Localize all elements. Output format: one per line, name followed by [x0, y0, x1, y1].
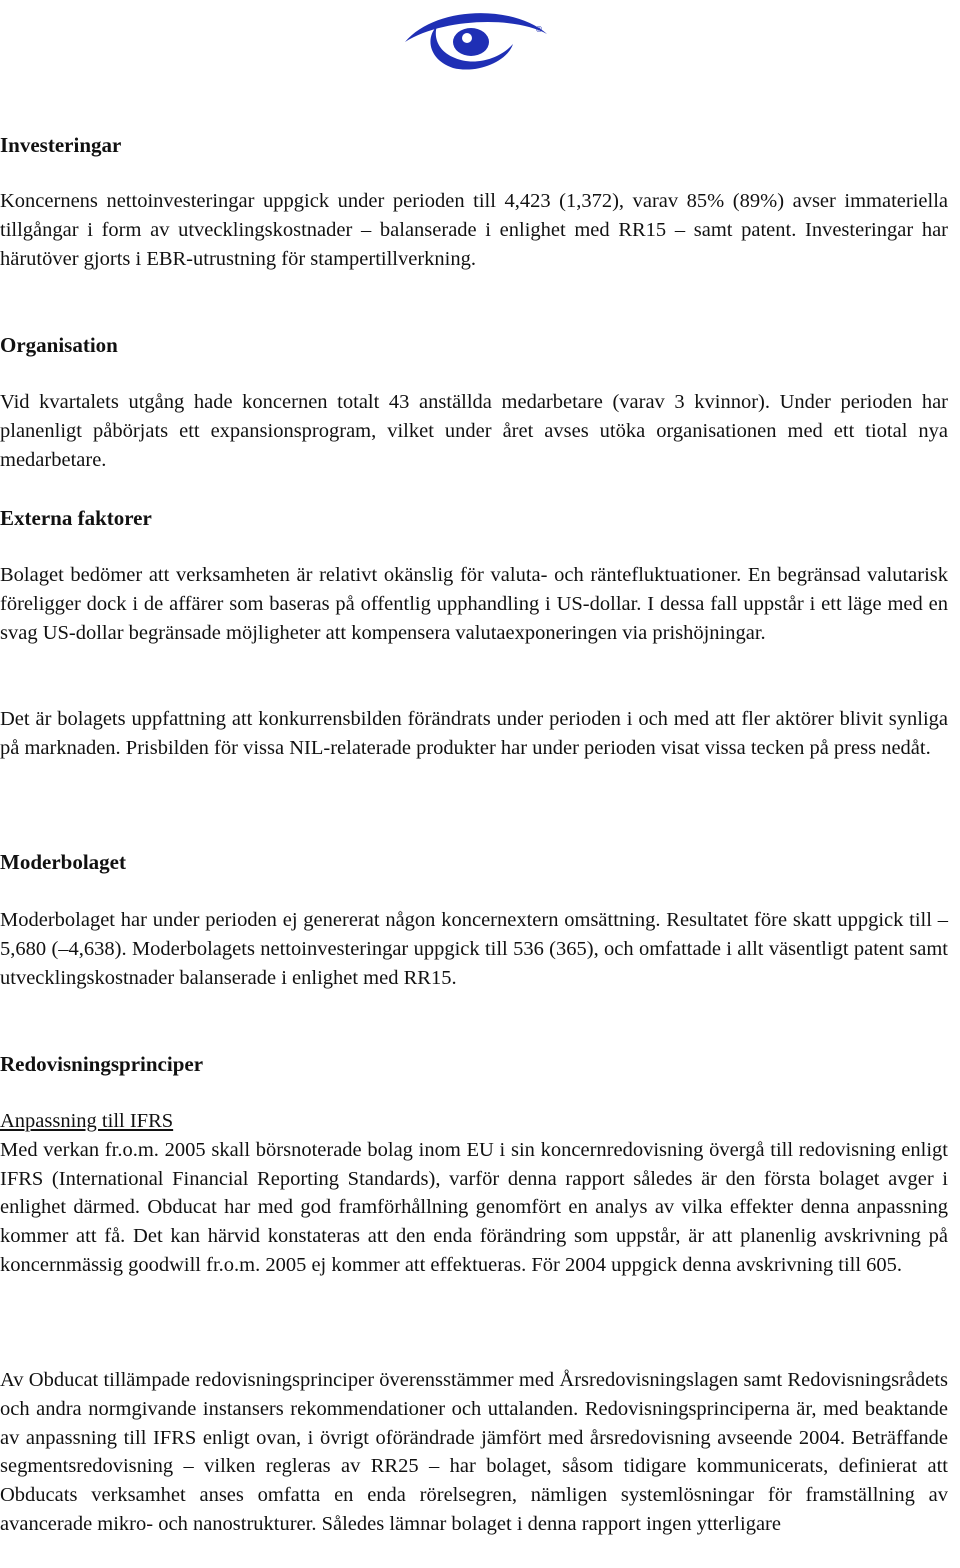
subheading-ifrs: Anpassning till IFRS — [0, 1110, 174, 1132]
section-moderbolaget — [0, 848, 948, 876]
section-externa — [0, 504, 948, 532]
paragraph-redovisning-2-block — [0, 1366, 948, 1539]
paragraph-redovisning-2: Av Obducat tillämpade redovisningsprinciper överensstämmer med Årsredovisningslagen samt Redovisningsrådets och andra normgivande instansers rekommendationer och uttalanden. Redovisningsprinciperna är, med beaktande av anpassning till IFRS enligt ovan, i övrigt oförändrade jämfört med årsredovisning avseende 2004. Beträffande segmentsredovisning – vilken regleras av RR25 – har bolaget, såsom tidigare kommunicerats, definierat att Obducats verksamhet anses omfatta en enda rörelsegren, nämligen systemlösningar för framställning av avancerade mikro- och nanostrukturer. Således lämnar bolaget i denna rapport ingen ytterligare — [0, 1369, 948, 1535]
paragraph-moderbolaget-block — [0, 906, 948, 992]
paragraph-externa-2: Det är bolagets uppfattning att konkurrensbilden förändrats under perioden i och med att fler aktörer blivit synliga på marknaden. Prisbilden för vissa NIL-relaterade produkter har under perioden visat vissa tecken på press nedåt. — [0, 708, 948, 759]
eye-logo — [395, 4, 555, 74]
heading-investeringar: Investeringar — [0, 133, 122, 157]
heading-redovisning: Redovisningsprinciper — [0, 1052, 204, 1076]
svg-text:®: ® — [535, 25, 543, 34]
section-redovisning — [0, 1050, 948, 1078]
paragraph-organisation-block — [0, 388, 948, 474]
paragraph-externa-1: Bolaget bedömer att verksamheten är relativt okänslig för valuta- och räntefluktuationer. En begränsad valutarisk föreligger dock i de affärer som baseras på offentlig upphandling i US-dollar. I dessa fall uppstår i ett läge med en svag US-dollar begränsade möjligheter att kompensera valutaexponeringen via prishöjningar. — [0, 564, 948, 644]
section-investeringar — [0, 131, 948, 159]
paragraph-investeringar: Koncernens nettoinvesteringar uppgick under perioden till 4,423 (1,372), varav 85% (89%) avser immateriella tillgångar i form av utvecklingskostnader – balanserade i enlighet med RR15 – samt patent. Investeringar har härutöver gjorts i EBR-utrustning för stampertillverkning. — [0, 190, 948, 270]
paragraph-redovisning-1: Med verkan fr.o.m. 2005 skall börsnoterade bolag inom EU i sin koncernredovisning övergå till redovisning enligt IFRS (International Financial Reporting Standards), varför denna rapport således är den första bolaget avger i enlighet därmed. Obducat har med god framförhållning genomfört en analys av vilka effekter denna anpassning kommer att få. Det kan härvid konstateras att den enda förändring som uppstår, är att planenlig avskrivning på koncernmässig goodwill fr.o.m. 2005 ej kommer att effektueras. För 2004 uppgick denna avskrivning till 605. — [0, 1138, 948, 1276]
section-organisation — [0, 331, 948, 359]
heading-moderbolaget: Moderbolaget — [0, 850, 126, 874]
paragraph-externa-2-block — [0, 705, 948, 763]
heading-externa: Externa faktorer — [0, 506, 152, 530]
paragraph-organisation: Vid kvartalets utgång hade koncernen totalt 43 anställda medarbetare (varav 3 kvinnor). Under perioden har planenligt påbörjats ett expansionsprogram, vilket under året avses utöka organisationen med ett tiotal nya medarbetare. — [0, 391, 948, 471]
paragraph-moderbolaget: Moderbolaget har under perioden ej genererat någon koncernextern omsättning. Resultatet före skatt uppgick till –5,680 (–4,638). Moderbolagets nettoinvesteringar uppgick till 536 (365), och omfattade i allt väsentligt patent samt utvecklingskostnader balanserade i enlighet med RR15. — [0, 909, 948, 989]
paragraph-externa-1-block — [0, 561, 948, 647]
redovisning-body — [0, 1107, 948, 1280]
heading-organisation: Organisation — [0, 333, 118, 357]
paragraph-investeringar-block — [0, 187, 948, 273]
